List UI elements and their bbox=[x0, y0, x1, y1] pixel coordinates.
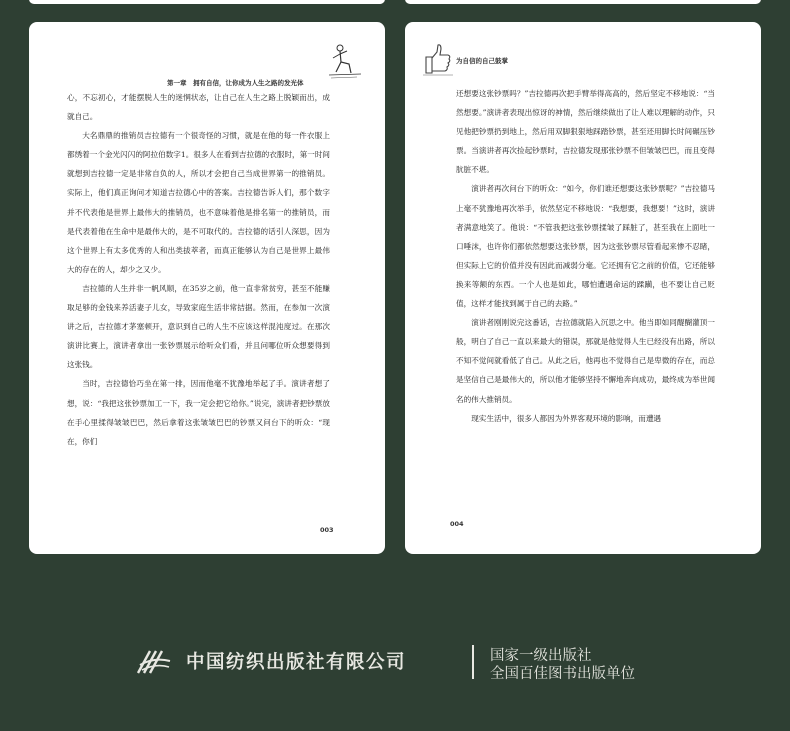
publisher-tagline-2: 全国百佳图书出版单位 bbox=[490, 666, 635, 682]
left-book-page bbox=[29, 22, 385, 554]
page-number: 004 bbox=[450, 520, 464, 528]
page-number: 003 bbox=[320, 526, 334, 534]
page-body-text bbox=[67, 88, 330, 451]
paragraph: 当时，吉拉德恰巧坐在第一排，因而他毫不犹豫地举起了手。演讲者想了想，说：“我把这张钞票加工一下，我一定会把它给你。”说完，演讲者把钞票放在手心里揉得皱皱巴巴，然后拿着这张皱皱巴巴的钞票又问台下的听众：“现在，你们 bbox=[67, 379, 330, 446]
page-body-text bbox=[456, 84, 715, 428]
footer-divider bbox=[472, 645, 474, 679]
kneeling-figure-icon bbox=[327, 42, 363, 82]
previous-page-card-left bbox=[29, 0, 385, 4]
publisher-logo-icon bbox=[136, 647, 172, 675]
section-title: 为自信的自己鼓掌 bbox=[456, 57, 508, 65]
publisher-tagline-1: 国家一级出版社 bbox=[490, 648, 592, 664]
paragraph: 还想要这张钞票吗？”吉拉德再次把手臂举得高高的，然后坚定不移地说：“当然想要。”演讲者表现出惊讶的神情，然后继续做出了让人难以理解的动作，只见他把钞票扔到地上，然后用双脚狠狠地踩踏钞票，甚至还用脚长时间碾压钞票。当演讲者再次捡起钞票时，吉拉德发现那张钞票不但皱皱巴巴，而且变得肮脏不堪。 bbox=[456, 89, 715, 175]
publisher-name: 中国纺织出版社有限公司 bbox=[186, 652, 407, 673]
paragraph: 现实生活中，很多人都因为外界客观环境的影响，而遭遇 bbox=[471, 413, 662, 423]
paragraph: 吉拉德的人生并非一帆风顺，在35岁之前，他一直非常贫穷，甚至不能赚取足够的金钱来养活妻子儿女，导致家庭生活非常拮据。然而，在参加一次演讲之后，吉拉德才茅塞顿开，意识到自己的人生不应该这样混沌度过。在那次演讲比赛上，演讲者拿出一张钞票展示给听众们看，并且问哪位听众想要得到这张钱。 bbox=[67, 283, 330, 370]
thumbs-up-icon bbox=[423, 42, 453, 76]
paragraph: 演讲者刚刚说完这番话，吉拉德就陷入沉思之中。他当即如同醍醐灌顶一般，明白了自己一直以来最大的错误，那就是他觉得人生已经没有出路，所以不知不觉间就看低了自己。从此之后，他再也不觉得自己是卑微的存在，而总是坚信自己是最伟大的，所以他才能够坚持不懈地奔向成功，最终成为举世闻名的伟大推销员。 bbox=[456, 318, 715, 404]
paragraph: 心，不忘初心，才能摆脱人生的迷惘状态，让自己在人生之路上脱颖而出，成就自己。 bbox=[67, 93, 330, 122]
right-book-page bbox=[405, 22, 761, 554]
paragraph: 演讲者再次问台下的听众：“如今，你们谁还想要这张钞票呢？”吉拉德马上毫不犹豫地再次举手，依然坚定不移地说：“我想要，我想要！”这时，演讲者满意地笑了。他说：“不管我把这张钞票揉皱了踩脏了，甚至我在上面吐一口唾沫，也许你们都依然想要这张钞票，因为这张钞票尽管看起来惨不忍睹，但实际上它的价值并没有因此而减弱分毫。它还拥有它之前的价值，它还能够换来等额的东西。一个人也是如此，哪怕遭遇命运的蹂躏，也不要让自己贬值，这样才能找到属于自己的去路。” bbox=[456, 184, 715, 309]
publisher-footer bbox=[0, 641, 790, 681]
previous-page-card-right bbox=[405, 0, 761, 4]
chapter-title: 第一章 拥有自信，让你成为人生之路的发光体 bbox=[167, 79, 304, 87]
paragraph: 大名鼎鼎的推销员吉拉德有一个很奇怪的习惯，就是在他的每一件衣服上都绣着一个金光闪闪的阿拉伯数字1。很多人在看到吉拉德的衣服时，第一时间就想到吉拉德一定是非常自负的人，所以才会把自己当成世界第一的推销员。实际上，他们真正询问才知道吉拉德心中的答案。吉拉德告诉人们，那个数字并不代表他是世界上最伟大的推销员，也不意味着他是排名第一的推销员，而是代表着他在生命中是最伟大的，是不可取代的。吉拉德的话引人深思，因为这个世界上有太多优秀的人和出类拔萃者，而真正能够认为自己是世界上最伟大的存在的人，却少之又少。 bbox=[67, 131, 331, 274]
